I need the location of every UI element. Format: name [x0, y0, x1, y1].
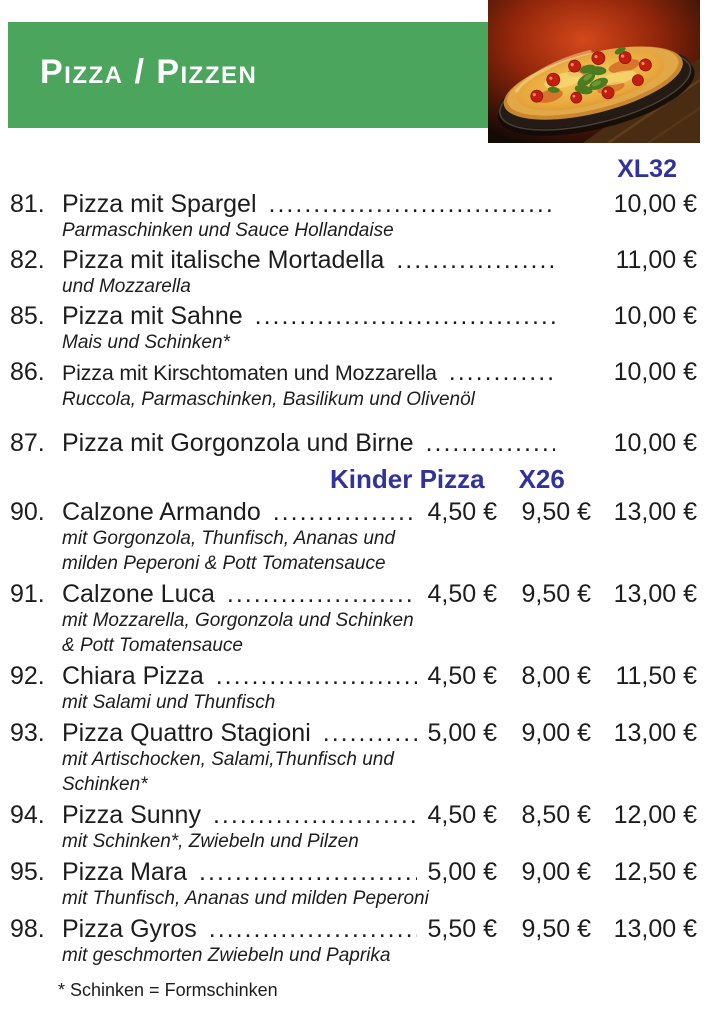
item-price-0: 11,00 €: [615, 246, 697, 274]
menu-item-row: [10, 246, 697, 274]
item-price-0: 10,00 €: [613, 302, 697, 330]
dot-leader: [323, 719, 417, 747]
kinder-pizza-header: [330, 464, 697, 494]
item-description: mit Thunfisch, Ananas und milden Peperoni: [62, 888, 429, 909]
item-name: Calzone Luca: [62, 580, 215, 608]
kinder-size-label: X26: [518, 464, 565, 494]
menu-item: [10, 719, 697, 797]
item-number: 90.: [10, 498, 45, 526]
item-number: 85.: [10, 302, 45, 330]
item-number: 93.: [10, 719, 45, 747]
item-price-0: 4,50 €: [427, 801, 497, 829]
item-price-2: 13,00 €: [613, 719, 697, 747]
menu-item: [10, 801, 697, 854]
menu-item-row: [10, 190, 697, 218]
item-name: Pizza mit Gorgonzola und Birne: [62, 429, 414, 457]
page-header: [0, 0, 704, 143]
item-name: Pizza mit Kirschtomaten und Mozzarella: [62, 361, 437, 385]
section-title-banner: [8, 22, 490, 128]
item-price-1: 8,50 €: [521, 801, 591, 829]
menu-item: [10, 858, 697, 911]
item-description: mit Gorgonzola, Thunfisch, Ananas und: [62, 528, 396, 549]
item-name: Pizza mit Sahne: [62, 302, 243, 330]
item-price-2: 12,50 €: [613, 858, 697, 886]
menu-item-row: [10, 858, 697, 886]
item-number: 95.: [10, 858, 45, 886]
item-description: mit geschmorten Zwiebeln und Paprika: [62, 945, 391, 966]
dot-leader: [199, 858, 417, 886]
item-description: Parmaschinken und Sauce Hollandaise: [62, 220, 394, 241]
item-price-1: 9,00 €: [521, 719, 591, 747]
menu-item: [10, 429, 697, 457]
item-number: 86.: [10, 358, 45, 386]
dot-leader: [426, 429, 555, 457]
dot-leader: [213, 801, 417, 829]
item-name: Calzone Armando: [62, 498, 261, 526]
item-price-0: 10,00 €: [613, 429, 697, 457]
item-price-0: 5,00 €: [427, 858, 497, 886]
menu-list: [0, 190, 704, 1001]
dot-leader: [209, 915, 417, 943]
dot-leader: [269, 190, 555, 218]
page-title: Pizza / Pizzen: [40, 52, 258, 91]
dot-leader: [255, 302, 555, 330]
menu-item-row: [10, 662, 697, 690]
item-name: Pizza Quattro Stagioni: [62, 719, 311, 747]
item-description: mit Schinken*, Zwiebeln und Pilzen: [62, 831, 359, 852]
section-kinder-pizzas: [10, 498, 697, 968]
menu-item: [10, 662, 697, 715]
menu-item: [10, 358, 697, 412]
item-name: Pizza Mara: [62, 858, 188, 886]
item-price-0: 10,00 €: [613, 358, 697, 386]
footnote: * Schinken = Formschinken: [58, 980, 278, 1000]
menu-item: [10, 190, 697, 243]
item-price-2: 13,00 €: [613, 915, 697, 943]
item-number: 82.: [10, 246, 45, 274]
item-description: mit Artischocken, Salami,Thunfisch und: [62, 749, 394, 770]
item-price-2: 11,50 €: [615, 662, 697, 690]
item-description: & Pott Tomatensauce: [62, 635, 243, 656]
item-description: mit Mozzarella, Gorgonzola und Schinken: [62, 610, 414, 631]
item-price-1: 8,00 €: [521, 662, 591, 690]
menu-item-row: [10, 498, 697, 526]
item-price-0: 10,00 €: [613, 190, 697, 218]
menu-item-row: [10, 719, 697, 747]
item-description: Mais und Schinken*: [62, 332, 230, 353]
menu-item-row: [10, 429, 697, 457]
item-price-2: 12,00 €: [613, 801, 697, 829]
dot-leader: [227, 580, 417, 608]
menu-item-row: [10, 580, 697, 608]
item-price-2: 13,00 €: [613, 580, 697, 608]
item-description: milden Peperoni & Pott Tomatensauce: [62, 553, 386, 574]
item-price-0: 4,50 €: [427, 662, 497, 690]
kinder-pizza-label: Kinder Pizza: [330, 464, 485, 494]
item-price-1: 9,00 €: [521, 858, 591, 886]
item-price-1: 9,50 €: [521, 498, 591, 526]
item-price-0: 5,50 €: [427, 915, 497, 943]
menu-item-row: [10, 358, 697, 387]
menu-item: [10, 302, 697, 355]
item-name: Pizza mit Spargel: [62, 190, 257, 218]
item-number: 91.: [10, 580, 45, 608]
item-number: 98.: [10, 915, 45, 943]
item-description: Schinken*: [62, 774, 148, 795]
item-number: 87.: [10, 429, 45, 457]
section-xl-pizzas: [10, 190, 697, 457]
item-price-2: 13,00 €: [613, 498, 697, 526]
item-price-0: 5,00 €: [427, 719, 497, 747]
menu-item-row: [10, 302, 697, 330]
dot-leader: [273, 498, 417, 526]
item-number: 92.: [10, 662, 45, 690]
menu-item-row: [10, 915, 697, 943]
item-price-1: 9,50 €: [521, 915, 591, 943]
menu-item: [10, 246, 697, 299]
item-price-0: 4,50 €: [427, 498, 497, 526]
menu-item-row: [10, 801, 697, 829]
menu-item: [10, 915, 697, 968]
menu-item: [10, 498, 697, 576]
item-number: 81.: [10, 190, 45, 218]
pizza-photo: [488, 0, 700, 143]
size-column-header: XL32: [617, 155, 677, 183]
item-description: mit Salami und Thunfisch: [62, 692, 276, 713]
item-description: und Mozzarella: [62, 276, 191, 297]
dot-leader: [396, 246, 555, 274]
item-description: Ruccola, Parmaschinken, Basilikum und Olivenöl: [62, 389, 475, 410]
item-name: Chiara Pizza: [62, 662, 204, 690]
dot-leader: [216, 662, 417, 690]
item-price-1: 9,50 €: [521, 580, 591, 608]
item-price-0: 4,50 €: [427, 580, 497, 608]
menu-item: [10, 580, 697, 658]
dot-leader: [449, 358, 555, 386]
item-name: Pizza mit italische Mortadella: [62, 246, 385, 274]
item-name: Pizza Gyros: [62, 915, 197, 943]
item-number: 94.: [10, 801, 45, 829]
item-name: Pizza Sunny: [62, 801, 201, 829]
